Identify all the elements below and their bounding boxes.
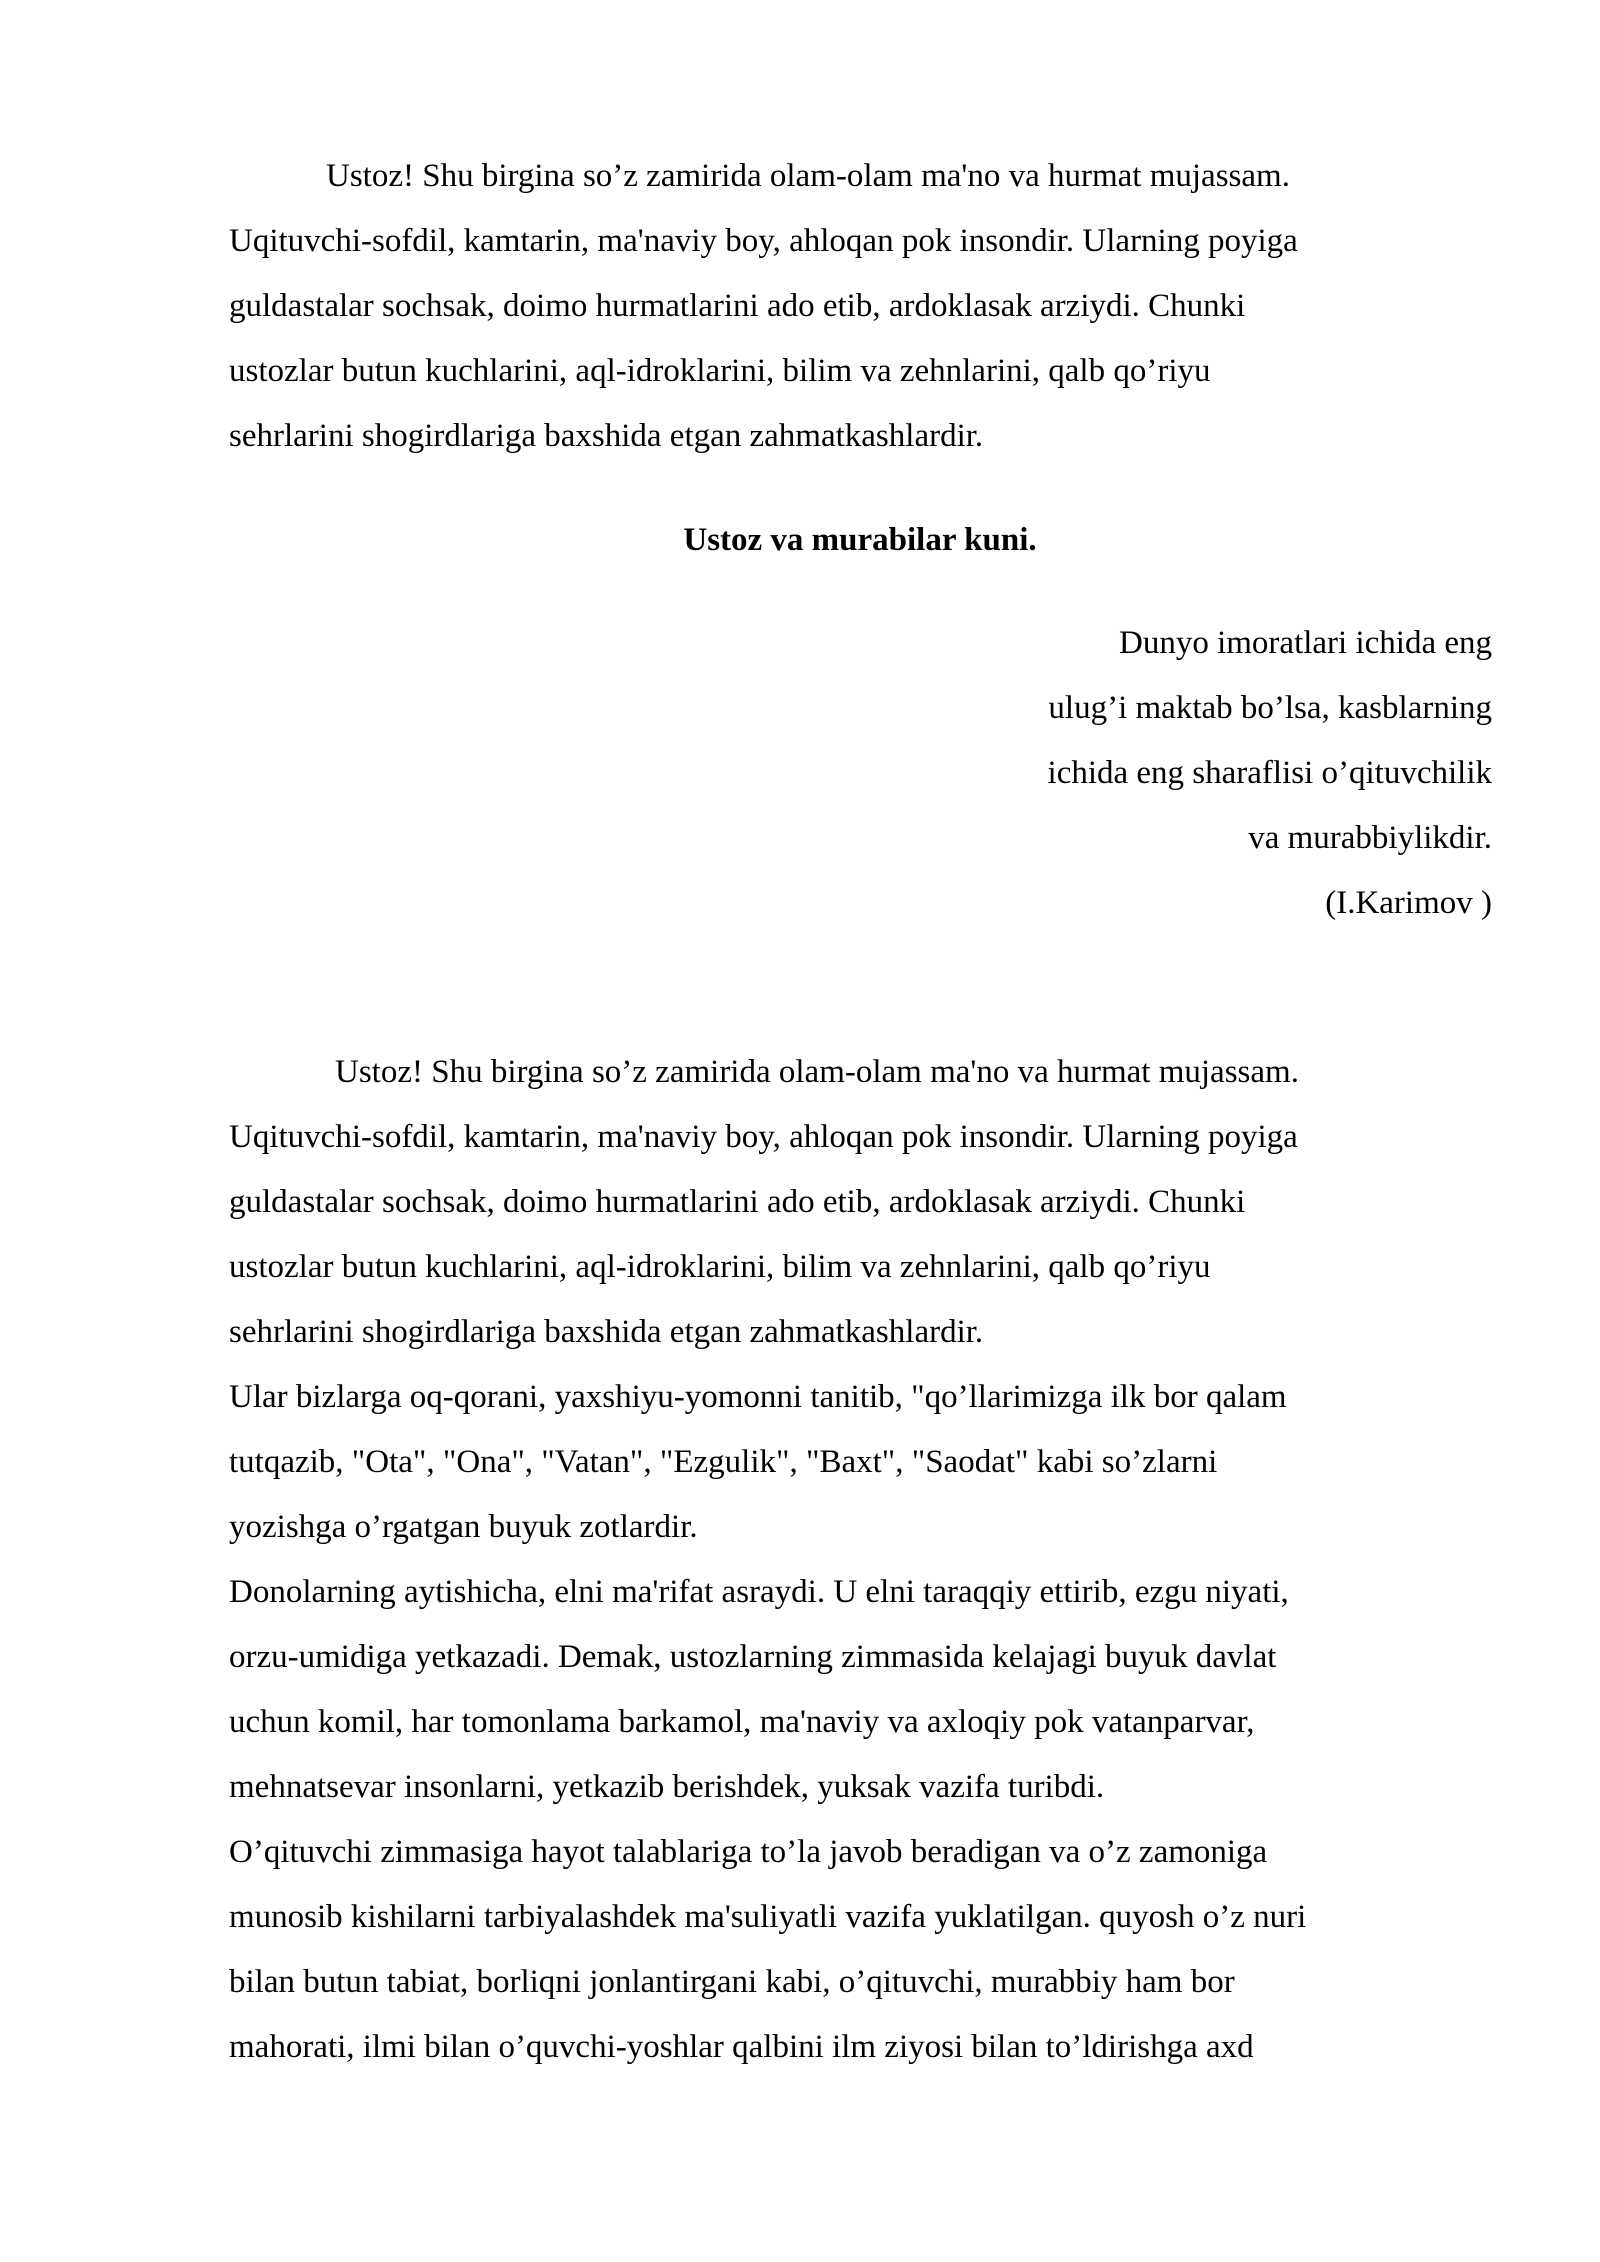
body-line: Ustoz! Shu birgina so’z zamirida olam-olam ma'no va hurmat mujassam.: [335, 1054, 1299, 1090]
epigraph: [1048, 611, 1492, 936]
intro-line: Ustoz! Shu birgina so’z zamirida olam-olam ma'no va hurmat mujassam.: [326, 158, 1290, 194]
body-line: Donolarning aytishicha, elni ma'rifat asraydi. U elni taraqqiy ettirib, ezgu niyati,: [229, 1574, 1289, 1610]
body-line: mehnatsevar insonlarni, yetkazib berishdek, yuksak vazifa turibdi.: [229, 1769, 1105, 1805]
body-line: bilan butun tabiat, borliqni jonlantirgani kabi, o’qituvchi, murabbiy ham bor: [229, 1964, 1235, 2000]
body-line: O’qituvchi zimmasiga hayot talablariga to’la javob beradigan va o’z zamoniga: [229, 1834, 1268, 1870]
body-text: [229, 1040, 1491, 2080]
body-line: yozishga o’rgatgan buyuk zotlardir.: [229, 1509, 698, 1545]
body-line: guldastalar sochsak, doimo hurmatlarini ado etib, ardoklasak arziydi. Chunki: [229, 1184, 1246, 1220]
body-line: sehrlarini shogirdlariga baxshida etgan zahmatkashlardir.: [229, 1314, 984, 1350]
body-line: Ular bizlarga oq-qorani, yaxshiyu-yomonni tanitib, "qo’llarimizga ilk bor qalam: [229, 1379, 1287, 1415]
epigraph-line: va murabbiylikdir.: [1248, 820, 1492, 856]
epigraph-line: Dunyo imoratlari ichida eng: [1119, 625, 1492, 661]
intro-line: guldastalar sochsak, doimo hurmatlarini ado etib, ardoklasak arziydi. Chunki: [229, 288, 1246, 324]
section-heading: Ustoz va murabilar kuni.: [683, 522, 1037, 558]
epigraph-author: (I.Karimov ): [1325, 885, 1492, 921]
body-line: uchun komil, har tomonlama barkamol, ma'naviy va axloqiy pok vatanparvar,: [229, 1704, 1255, 1740]
intro-line: Uqituvchi-sofdil, kamtarin, ma'naviy boy, ahloqan pok insondir. Ularning poyiga: [229, 223, 1298, 259]
epigraph-line: ulug’i maktab bo’lsa, kasblarning: [1048, 690, 1492, 726]
body-line: ustozlar butun kuchlarini, aql-idroklarini, bilim va zehnlarini, qalb qo’riyu: [229, 1249, 1211, 1285]
intro-line: sehrlarini shogirdlariga baxshida etgan zahmatkashlardir.: [229, 418, 984, 454]
body-line: orzu-umidiga yetkazadi. Demak, ustozlarning zimmasida kelajagi buyuk davlat: [229, 1639, 1277, 1675]
intro-line: ustozlar butun kuchlarini, aql-idroklarini, bilim va zehnlarini, qalb qo’riyu: [229, 353, 1211, 389]
body-line: Uqituvchi-sofdil, kamtarin, ma'naviy boy, ahloqan pok insondir. Ularning poyiga: [229, 1119, 1298, 1155]
epigraph-line: ichida eng sharaflisi o’qituvchilik: [1047, 755, 1492, 791]
body-line: tutqazib, "Ota", "Ona", "Vatan", "Ezgulik", "Baxt", "Saodat" kabi so’zlarni: [229, 1444, 1218, 1480]
intro-paragraph: [229, 144, 1491, 469]
body-line: mahorati, ilmi bilan o’quvchi-yoshlar qalbini ilm ziyosi bilan to’ldirishga axd: [229, 2029, 1254, 2065]
body-line: munosib kishilarni tarbiyalashdek ma'suliyatli vazifa yuklatilgan. quyosh o’z nuri: [229, 1899, 1307, 1935]
